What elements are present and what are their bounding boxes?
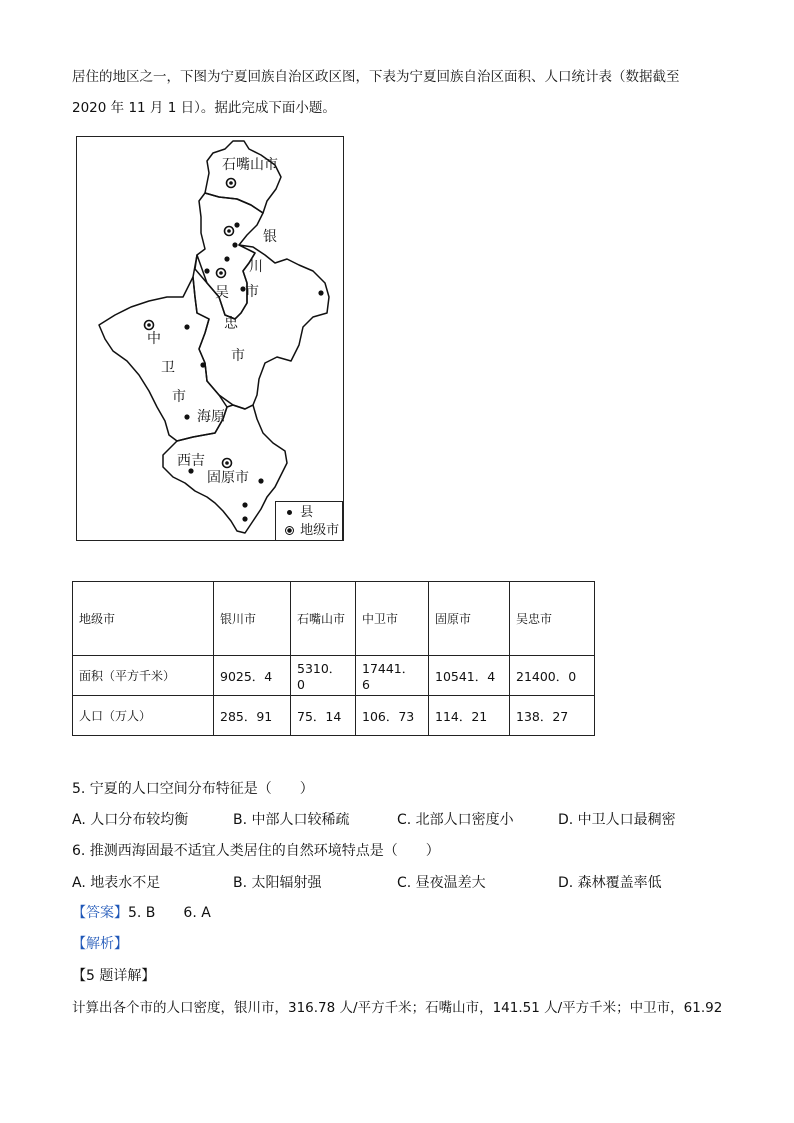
table-cell: 9025．4 [214, 656, 291, 696]
intro-line-2: 2020 年 11 月 1 日）。据此完成下面小题。 [72, 100, 336, 116]
table-cell: 10541．4 [429, 656, 510, 696]
label-yinchuan-1: 银 [263, 229, 277, 245]
legend-county-label: 县 [300, 505, 314, 520]
table-cell: 285．91 [214, 696, 291, 736]
label-zhongwei-2: 卫 [161, 360, 175, 376]
table-header-cell: 吴忠市 [510, 582, 595, 656]
table-cell: 114．21 [429, 696, 510, 736]
label-wuzhong-3: 市 [231, 348, 245, 364]
question-6-stem: 6. 推测西海固最不适宜人类居住的自然环境特点是（ ） [72, 843, 440, 859]
question-6-option-b: B. 太阳辐射强 [233, 875, 322, 891]
detail-tag: 【5 题详解】 [72, 968, 156, 984]
question-6-option-a: A. 地表水不足 [72, 875, 161, 891]
legend-county [282, 504, 313, 522]
table-cell: 75．14 [291, 696, 356, 736]
county-dot-icon [287, 510, 292, 515]
table-header-cell: 固原市 [429, 582, 510, 656]
label-xiji: 西吉 [177, 453, 205, 469]
label-guyuan: 固原市 [207, 470, 249, 486]
table-header-cell: 中卫市 [356, 582, 429, 656]
table-cell: 5310．0 [291, 656, 356, 696]
table-row [73, 656, 595, 696]
analysis-tag: 【解析】 [72, 936, 128, 952]
legend-prefecture-city-label: 地级市 [300, 523, 340, 538]
question-5-option-b: B. 中部人口较稀疏 [233, 812, 350, 828]
table-cell: 21400．0 [510, 656, 595, 696]
table-cell: 17441．6 [356, 656, 429, 696]
label-zhongwei-1: 中 [147, 331, 161, 347]
answer-tag: 【答案】 [72, 905, 128, 921]
table-header-row [73, 582, 595, 656]
legend-prefecture-city [282, 522, 339, 540]
table-cell: 138．27 [510, 696, 595, 736]
area-population-table [72, 581, 595, 736]
table-cell: 106．73 [356, 696, 429, 736]
ningxia-map [76, 136, 344, 541]
table-cell: 面积（平方千米） [73, 656, 214, 696]
calculation-text: 计算出各个市的人口密度，银川市，316.78 人/平方千米；石嘴山市，141.51 人/平方千米；中卫市，61.92 [72, 1000, 723, 1016]
label-zhongwei-3: 市 [172, 389, 186, 405]
map-legend [275, 501, 343, 541]
label-yinchuan-2: 川 [249, 259, 263, 275]
table-header-cell: 银川市 [214, 582, 291, 656]
label-wuzhong-1: 吴 [215, 285, 229, 301]
question-5-option-c: C. 北部人口密度小 [397, 812, 514, 828]
table-header-cell: 地级市 [73, 582, 214, 656]
table-header-cell: 石嘴山市 [291, 582, 356, 656]
question-5-option-d: D. 中卫人口最稠密 [558, 812, 676, 828]
intro-line-1: 居住的地区之一，下图为宁夏回族自治区政区图，下表为宁夏回族自治区面积、人口统计表（数据截至 [72, 69, 680, 85]
question-5-stem: 5. 宁夏的人口空间分布特征是（ ） [72, 781, 314, 797]
table-row [73, 696, 595, 736]
question-5-option-a: A. 人口分布较均衡 [72, 812, 189, 828]
label-shizuishan: 石嘴山市 [222, 157, 278, 173]
answer-line [72, 902, 211, 922]
region-guyuan [163, 405, 287, 533]
intro-paragraph [72, 62, 722, 124]
question-6-option-c: C. 昼夜温差大 [397, 875, 486, 891]
answer-text: 5. B 6. A [128, 905, 211, 921]
label-wuzhong-2: 忠 [224, 316, 238, 332]
table-cell: 人口（万人） [73, 696, 214, 736]
question-6-option-d: D. 森林覆盖率低 [558, 875, 662, 891]
label-haiyuan: 海原 [197, 409, 225, 425]
prefecture-city-icon [285, 526, 294, 535]
label-yinchuan-3: 市 [245, 284, 259, 300]
